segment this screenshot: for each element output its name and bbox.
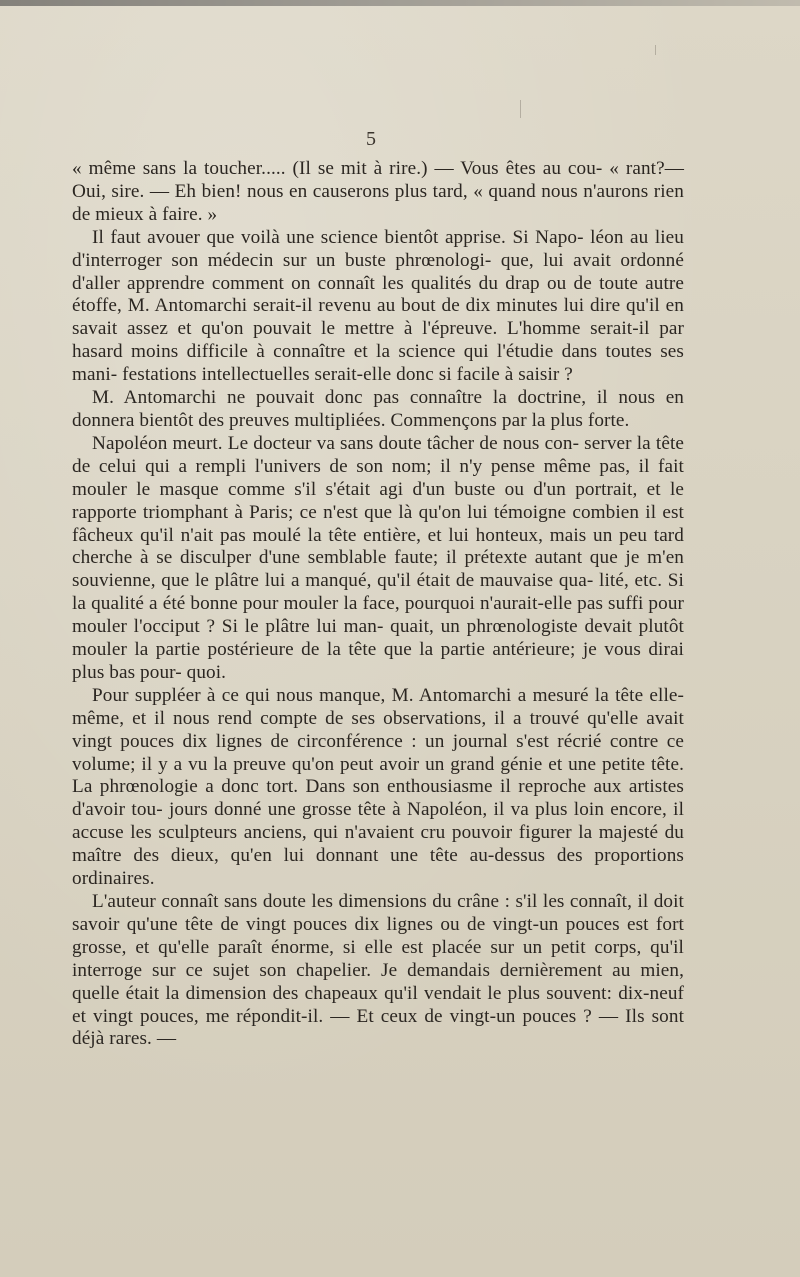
paper-speck [520, 100, 521, 118]
paper-speck [655, 45, 656, 55]
paragraph: L'auteur connaît sans doute les dimensions du crâne : s'il les connaît, il doit savoir qu'une tête de vingt pouces dix lignes ou de vingt-un pouces est fort grosse, et qu'elle paraît énorme, si elle est placée sur un petit corps, qu'il interroge sur ce sujet son chapelier. Je demandais dernièrement au mien, quelle était la dimension des chapeaux qu'il vendait le plus souvent: dix-neuf et vingt pouces, me répondit-il. — Et ceux de vingt-un pouces ? — Ils sont déjà rares. — [72, 891, 684, 1050]
paragraph: Pour suppléer à ce qui nous manque, M. Antomarchi a mesuré la tête elle-même, et il nous rend compte de ses observations, il a trouvé qu'elle avait vingt pouces dix lignes de circonférence : un journal s'est récrié contre ce volume; il y a vu la preuve qu'on peut avoir un grand génie et une petite tête. La phrœnologie a donc tort. Dans son enthousiasme il reproche aux artistes d'avoir tou- jours donné une grosse tête à Napoléon, il va plus loin encore, il accuse les sculpteurs anciens, qui n'avaient cru pouvoir figurer la majesté du maître des dieux, qu'en lui donnant une tête au-dessus des proportions ordinaires. [72, 684, 684, 890]
page-top-edge [0, 0, 800, 6]
body-text [72, 158, 684, 1051]
paragraph: « même sans la toucher..... (Il se mit à rire.) — Vous êtes au cou- « rant?— Oui, sire. — Eh bien! nous en causerons plus tard, « quand nous n'aurons rien de mieux à faire. » [72, 158, 684, 225]
paragraph: M. Antomarchi ne pouvait donc pas connaître la doctrine, il nous en donnera bientôt des preuves multipliées. Commençons par la plus forte. [72, 387, 684, 431]
paragraph: Il faut avouer que voilà une science bientôt apprise. Si Napo- léon au lieu d'interroger son médecin sur un buste phrœnologi- que, lui avait ordonné d'aller apprendre comment on connaît les qualités du drap ou de toute autre étoffe, M. Antomarchi serait-il revenu au bout de dix minutes lui dire qu'il en savait assez et qu'on pouvait le mettre à l'épreuve. L'homme serait-il par hasard moins difficile à connaître et la science qui l'étudie dans toutes ses mani- festations intellectuelles serait-elle donc si facile à saisir ? [72, 226, 684, 386]
paragraph: Napoléon meurt. Le docteur va sans doute tâcher de nous con- server la tête de celui qui a rempli l'univers de son nom; il n'y pense même pas, il fait mouler le masque comme s'il s'était agi d'un buste ou d'un portrait, et le rapporte triomphant à Paris; ce n'est que là qu'on lui témoigne combien il est fâcheux qu'il n'ait pas moulé la tête entière, et lui honteux, mais un peu tard cherche à se disculper d'une semblable faute; il prétexte autant que je m'en souvienne, que le plâtre lui a manqué, qu'il était de mauvaise qua- lité, etc. Si la qualité a été bonne pour mouler la face, pourquoi n'aurait-elle pas suffi pour mouler l'occiput ? Si le plâtre lui man- quait, un phrœnologiste devait plutôt mouler la partie postérieure de la tête que la partie antérieure; je vous dirai plus bas pour- quoi. [72, 432, 684, 683]
page-number: 5 [366, 128, 376, 150]
